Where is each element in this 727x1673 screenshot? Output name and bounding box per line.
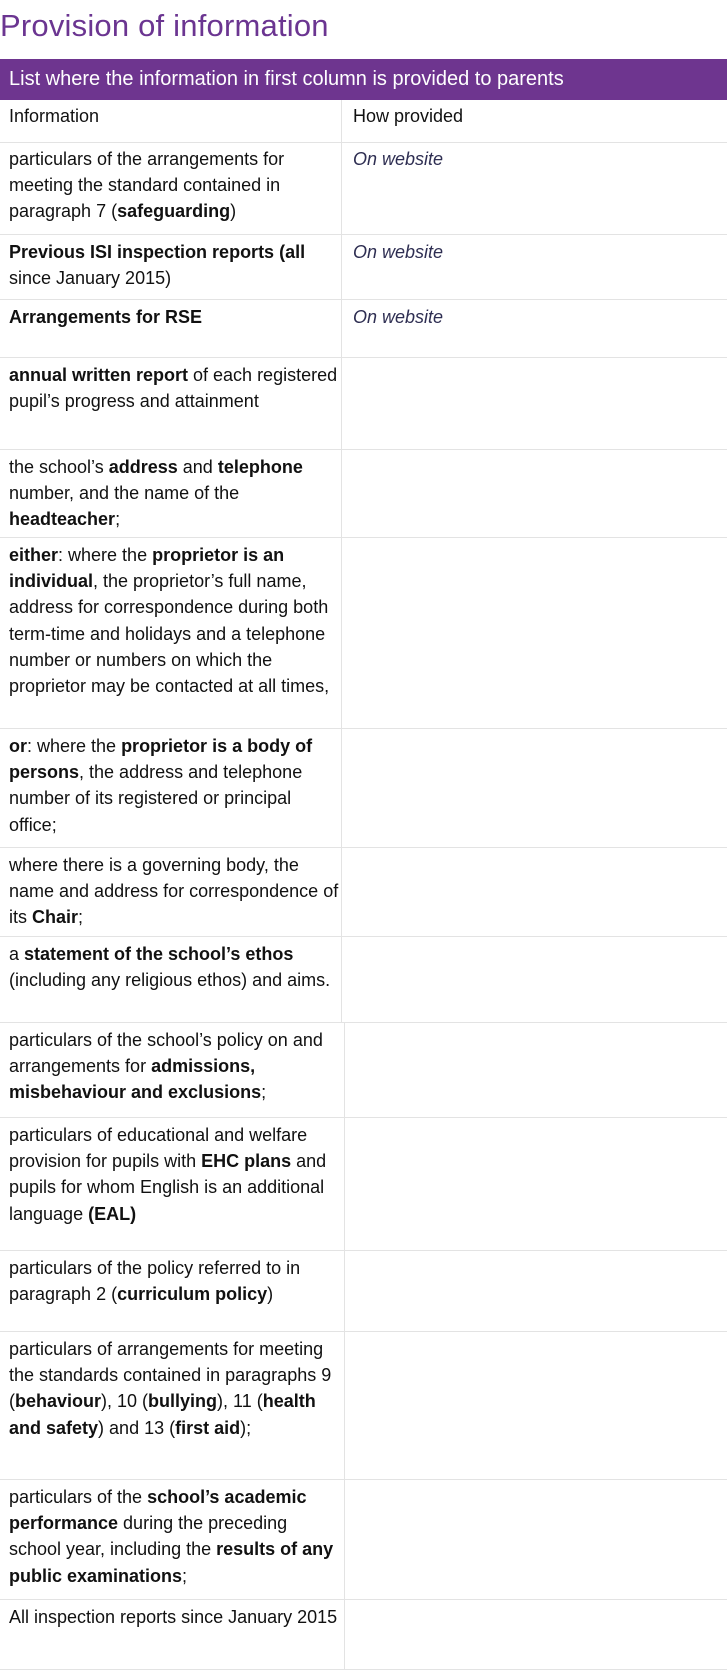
column-divider [344, 1480, 345, 1599]
table-row [0, 1332, 727, 1480]
table-row [0, 729, 727, 848]
information-cell: Previous ISI inspection reports (all since January 2015) [9, 242, 306, 289]
table-row [0, 1480, 727, 1600]
column-divider [341, 358, 342, 449]
header-how-provided: How provided [353, 106, 464, 126]
information-cell: particulars of the policy referred to in paragraph 2 (curriculum policy) [9, 1258, 301, 1305]
table-row [0, 235, 727, 300]
header-information: Information [9, 106, 100, 126]
how-provided-cell: On website [353, 242, 444, 262]
column-divider [341, 235, 342, 299]
column-divider [341, 538, 342, 728]
information-cell: either: where the proprietor is an individual, the proprietor’s full name, address for correspondence during both term-time and holidays and a telephone number or numbers on which the proprietor may be contacted at all times, [9, 545, 330, 697]
information-cell: particulars of the arrangements for meeting the standard contained in paragraph 7 (safeguarding) [9, 149, 285, 222]
column-divider [344, 1332, 345, 1479]
information-cell: the school’s address and telephone number, and the name of the headteacher; [9, 457, 303, 530]
column-divider [344, 1118, 345, 1250]
column-divider [344, 1023, 345, 1117]
column-divider [344, 1251, 345, 1331]
information-cell: Arrangements for RSE [9, 307, 203, 327]
table-row [0, 1023, 727, 1118]
table-row [0, 300, 727, 358]
section-banner: List where the information in first column is provided to parents [0, 59, 727, 100]
information-cell: annual written report of each registered pupil’s progress and attainment [9, 365, 338, 412]
column-divider [341, 848, 342, 936]
column-divider [341, 450, 342, 537]
information-cell: where there is a governing body, the name and address for correspondence of its Chair; [9, 855, 339, 928]
table-row [0, 538, 727, 729]
information-cell: particulars of the school’s academic performance during the preceding school year, including the results of any public examinations; [9, 1487, 334, 1586]
table-row [0, 937, 727, 1023]
information-cell: or: where the proprietor is a body of persons, the address and telephone number of its registered or principal office; [9, 736, 313, 835]
column-divider [341, 729, 342, 847]
information-cell: a statement of the school’s ethos (including any religious ethos) and aims. [9, 944, 331, 991]
table-row [0, 450, 727, 538]
column-divider [341, 300, 342, 357]
column-divider [341, 142, 342, 234]
table-row [0, 1251, 727, 1332]
table-row [0, 1600, 727, 1670]
column-divider [341, 937, 342, 1022]
table-row [0, 848, 727, 937]
page-title: Provision of information [0, 8, 329, 43]
information-cell: All inspection reports since January 2015 [9, 1607, 338, 1627]
table-row [0, 1118, 727, 1251]
information-cell: particulars of educational and welfare provision for pupils with EHC plans and pupils for whom English is an additional language (EAL) [9, 1125, 327, 1224]
table-row [0, 358, 727, 450]
information-cell: particulars of arrangements for meeting the standards contained in paragraphs 9 (behaviour), 10 (bullying), 11 (health and safety) and 13 (first aid); [9, 1339, 332, 1438]
column-divider [344, 1600, 345, 1669]
information-cell: particulars of the school’s policy on and arrangements for admissions, misbehaviour and exclusions; [9, 1030, 323, 1103]
table-row [0, 142, 727, 235]
how-provided-cell: On website [353, 149, 444, 169]
column-divider [341, 100, 342, 142]
table-header [0, 100, 727, 143]
how-provided-cell: On website [353, 307, 444, 327]
